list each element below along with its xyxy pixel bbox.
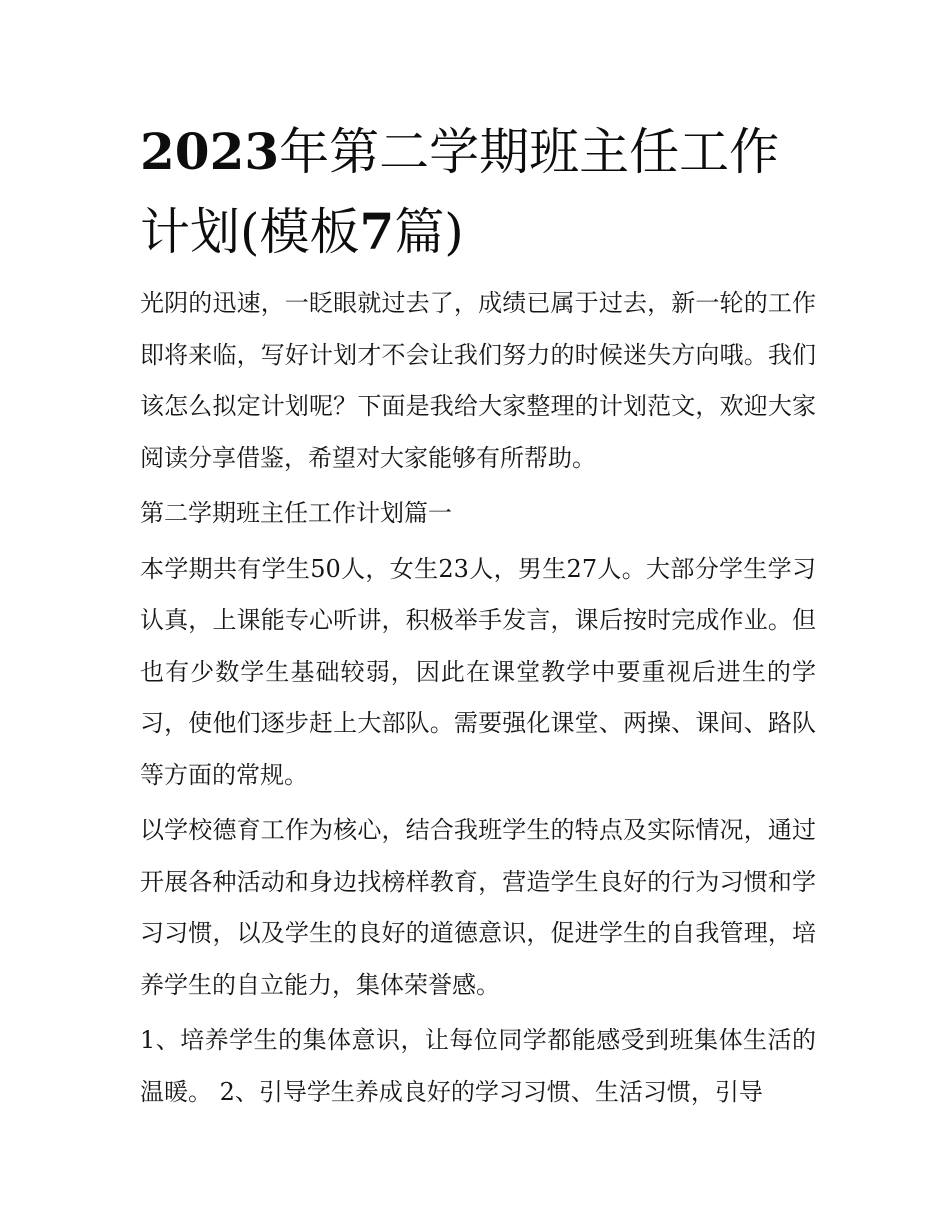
title-year: 2023 bbox=[140, 122, 280, 181]
body-paragraph: 本学期共有学生50人，女生23人，男生27人。大部分学生学习认真，上课能专心听讲，积极举手发言，课后按时完成作业。但也有少数学生基础较弱，因此在课堂教学中要重视后进生的学习，使他们逐步赶上大部队。需要强化课堂、两操、课间、路队等方面的常规。 bbox=[140, 554, 816, 789]
section-heading: 第二学期班主任工作计划篇一 bbox=[140, 499, 452, 527]
body-paragraph: 以学校德育工作为核心，结合我班学生的特点及实际情况，通过开展各种活动和身边找榜样教育，营造学生良好的行为习惯和学习习惯，以及学生的良好的道德意识，促进学生的自我管理，培养学生的自立能力，集体荣誉感。 bbox=[140, 816, 816, 999]
document-title bbox=[140, 112, 820, 272]
title-count: 7 bbox=[359, 202, 395, 261]
body-paragraph: 1、培养学生的集体意识，让每位同学都能感受到班集体生活的温暖。 2、引导学生养成良好的学习习惯、生活习惯，引导 bbox=[140, 1026, 816, 1106]
title-main-text: 年第二学期班主任工作计划(模板 bbox=[140, 123, 780, 261]
intro-paragraph: 光阴的迅速，一眨眼就过去了，成绩已属于过去，新一轮的工作即将来临，写好计划才不会让我们努力的时候迷失方向哦。我们该怎么拟定计划呢？下面是我给大家整理的计划范文，欢迎大家阅读分享借鉴，希望对大家能够有所帮助。 bbox=[140, 289, 816, 472]
document-body bbox=[140, 278, 816, 1122]
title-suffix: 篇) bbox=[394, 203, 464, 261]
